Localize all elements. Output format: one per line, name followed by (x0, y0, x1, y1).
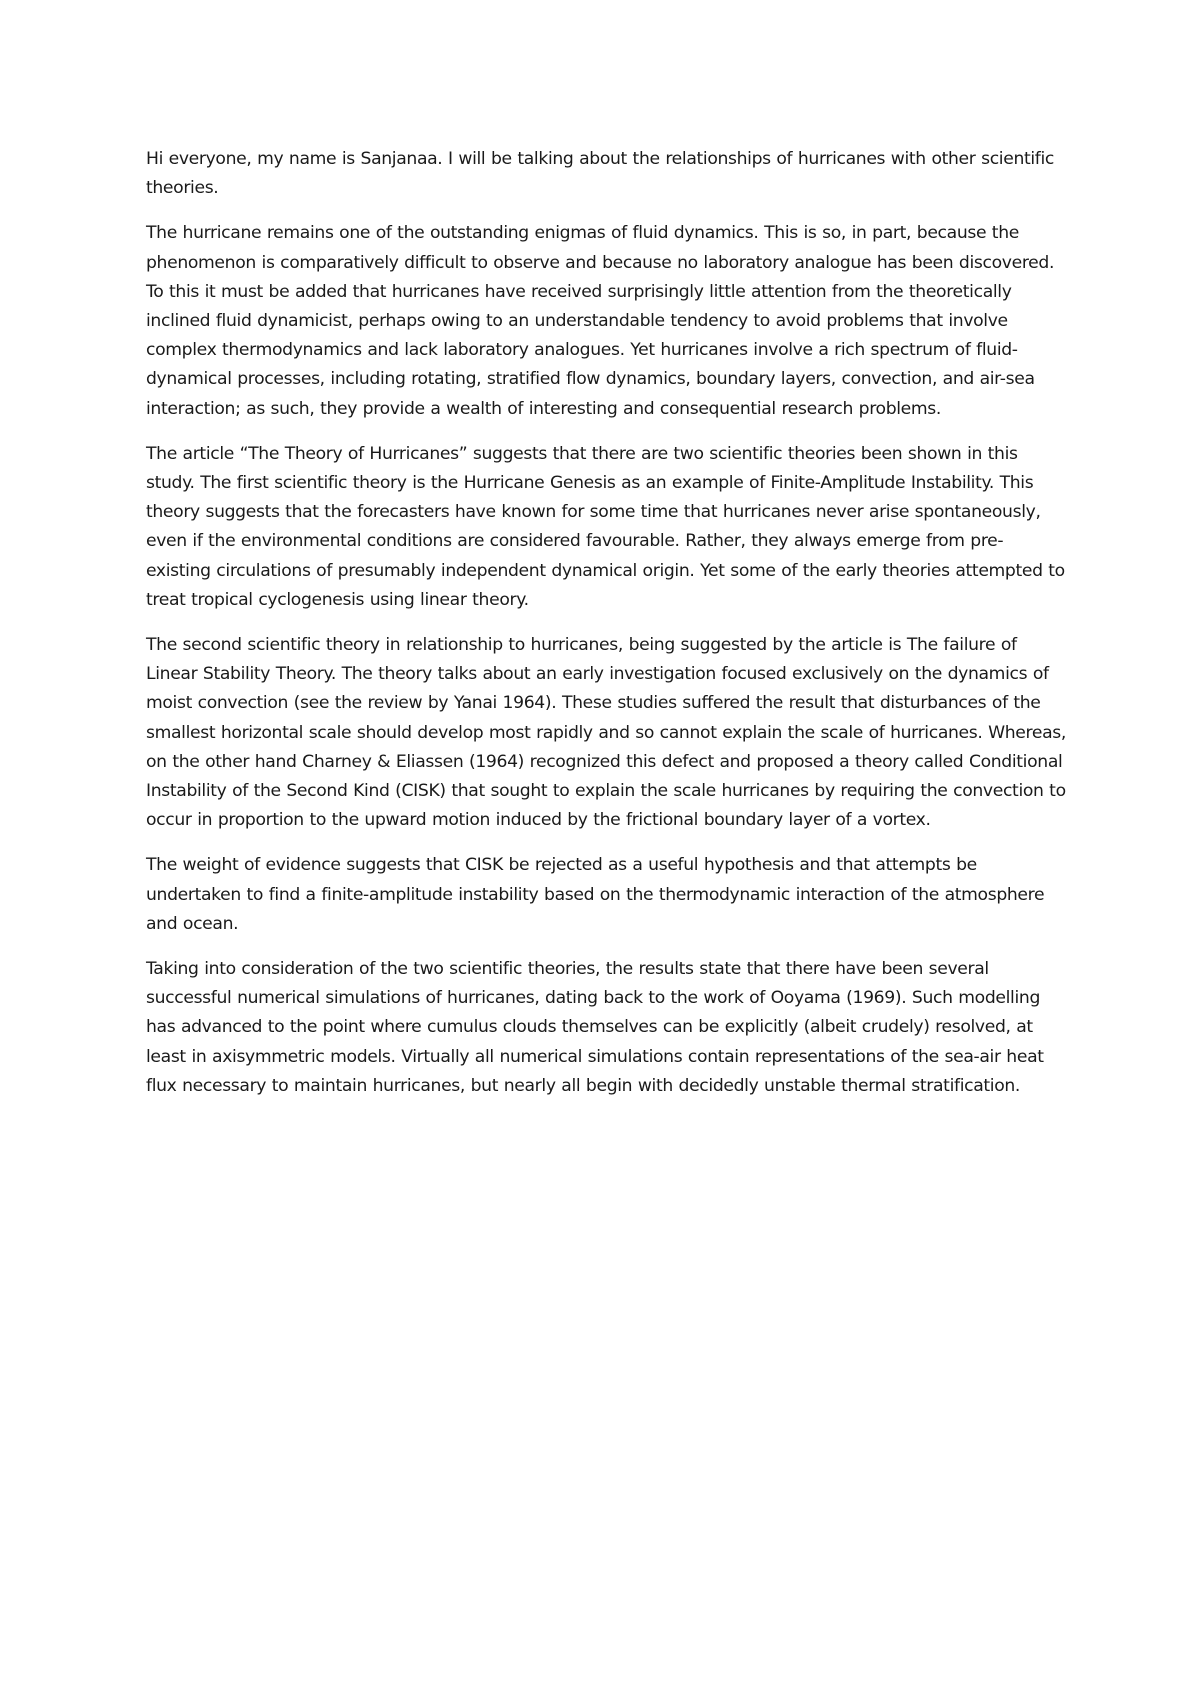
paragraph-hurricane-enigma: The hurricane remains one of the outstanding enigmas of fluid dynamics. This is so, in part, because the phenomenon is comparatively difficult to observe and because no laboratory analogue has been discovered. To this it must be added that hurricanes have received surprisingly little attention from the theoretically inclined fluid dynamicist, perhaps owing to an understandable tendency to avoid problems that involve complex thermodynamics and lack laboratory analogues. Yet hurricanes involve a rich spectrum of fluid-dynamical processes, including rotating, stratified flow dynamics, boundary layers, convection, and air-sea interaction; as such, they provide a wealth of interesting and consequential research problems. (146, 223, 1055, 419)
paragraph-cisk-evidence: The weight of evidence suggests that CISK be rejected as a useful hypothesis and that attempts be undertaken to find a finite-amplitude instability based on the thermodynamic interaction of the atmosphere and ocean. (146, 855, 1045, 934)
document-body (146, 145, 1066, 1117)
paragraph-introduction: Hi everyone, my name is Sanjanaa. I will be talking about the relationships of hurricanes with other scientific theories. (146, 149, 1055, 199)
paragraph-second-theory: The second scientific theory in relationship to hurricanes, being suggested by the article is The failure of Linear Stability Theory. The theory talks about an early investigation focused exclusively on the dynamics of moist convection (see the review by Yanai 1964). These studies suffered the result that disturbances of the smallest horizontal scale should develop most rapidly and so cannot explain the scale of hurricanes. Whereas, on the other hand Charney & Eliassen (1964) recognized this defect and proposed a theory called Conditional Instability of the Second Kind (CISK) that sought to explain the scale hurricanes by requiring the convection to occur in proportion to the upward motion induced by the frictional boundary layer of a vortex. (146, 635, 1066, 831)
paragraph-first-theory: The article “The Theory of Hurricanes” suggests that there are two scientific theories been shown in this study. The first scientific theory is the Hurricane Genesis as an example of Finite-Amplitude Instability. This theory suggests that the forecasters have known for some time that hurricanes never arise spontaneously, even if the environmental conditions are considered favourable. Rather, they always emerge from pre-existing circulations of presumably independent dynamical origin. Yet some of the early theories attempted to treat tropical cyclogenesis using linear theory. (146, 443, 1065, 610)
paragraph-conclusion: Taking into consideration of the two scientific theories, the results state that there have been several successful numerical simulations of hurricanes, dating back to the work of Ooyama (1969). Such modelling has advanced to the point where cumulus clouds themselves can be explicitly (albeit crudely) resolved, at least in axisymmetric models. Virtually all numerical simulations contain representations of the sea-air heat flux necessary to maintain hurricanes, but nearly all begin with decidedly unstable thermal stratification. (146, 959, 1044, 1096)
